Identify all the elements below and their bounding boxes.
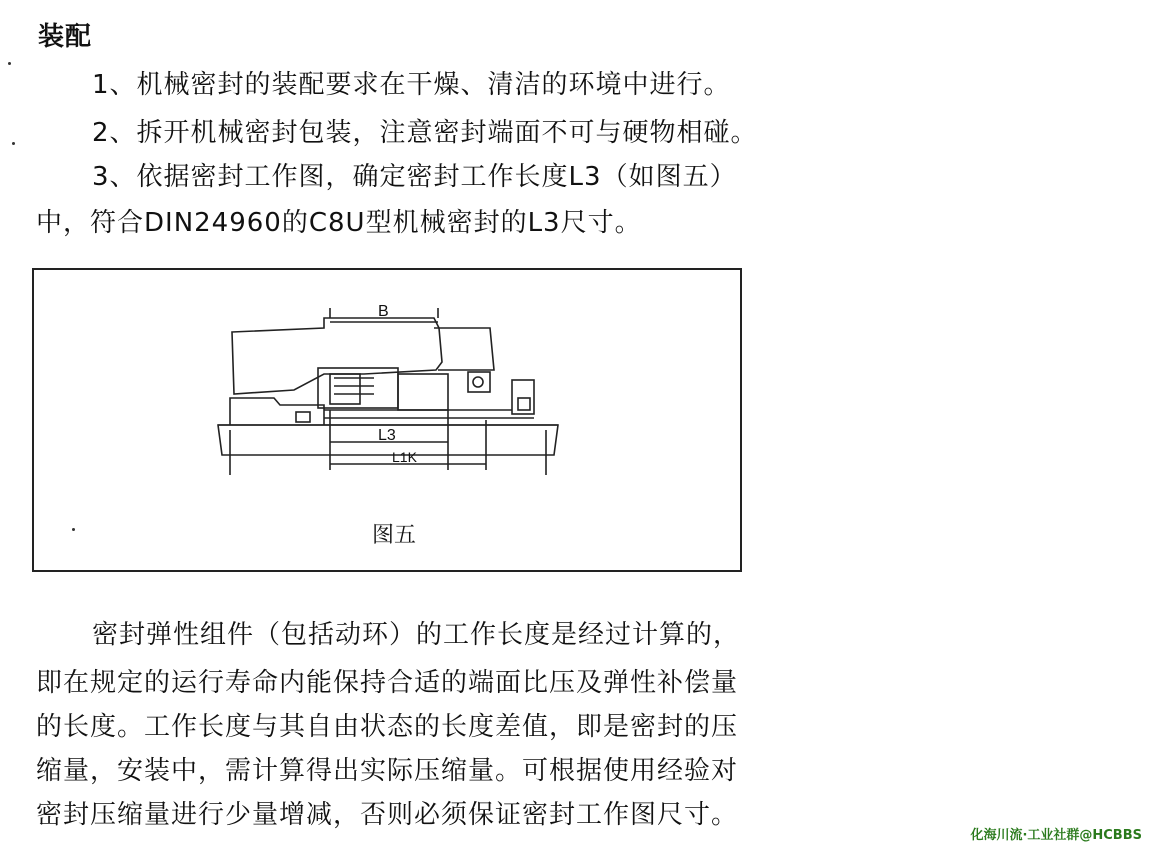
item-1: 1、机械密封的装配要求在干燥、清洁的环境中进行。 [92,70,731,100]
paragraph-line-5: 密封压缩量进行少量增减，否则必须保证密封工作图尺寸。 [36,800,739,830]
scan-speck [72,528,75,531]
watermark: 化海川流·工业社群@HCBBS [970,828,1142,843]
figure-frame [32,268,742,572]
label-l3: L3 [378,427,396,444]
figure-caption: 图五 [372,523,417,548]
section-heading: 装配 [38,22,93,52]
item-2: 2、拆开机械密封包装，注意密封端面不可与硬物相碰。 [92,118,758,148]
label-l1k: L1K [392,449,417,465]
label-b: B [378,303,389,320]
paragraph-line-2: 即在规定的运行寿命内能保持合适的端面比压及弹性补偿量 [36,668,739,698]
paragraph-line-4: 缩量，安装中，需计算得出实际压缩量。可根据使用经验对 [36,756,739,786]
scan-speck [8,62,11,65]
paragraph-line-1: 密封弹性组件（包括动环）的工作长度是经过计算的， [92,620,741,650]
item-3-continued: 中，符合DIN24960的C8U型机械密封的L3尺寸。 [36,208,642,238]
item-3: 3、依据密封工作图，确定密封工作长度L3（如图五） [92,162,737,192]
scan-speck [12,142,15,145]
paragraph-line-3: 的长度。工作长度与其自由状态的长度差值，即是密封的压 [36,712,739,742]
